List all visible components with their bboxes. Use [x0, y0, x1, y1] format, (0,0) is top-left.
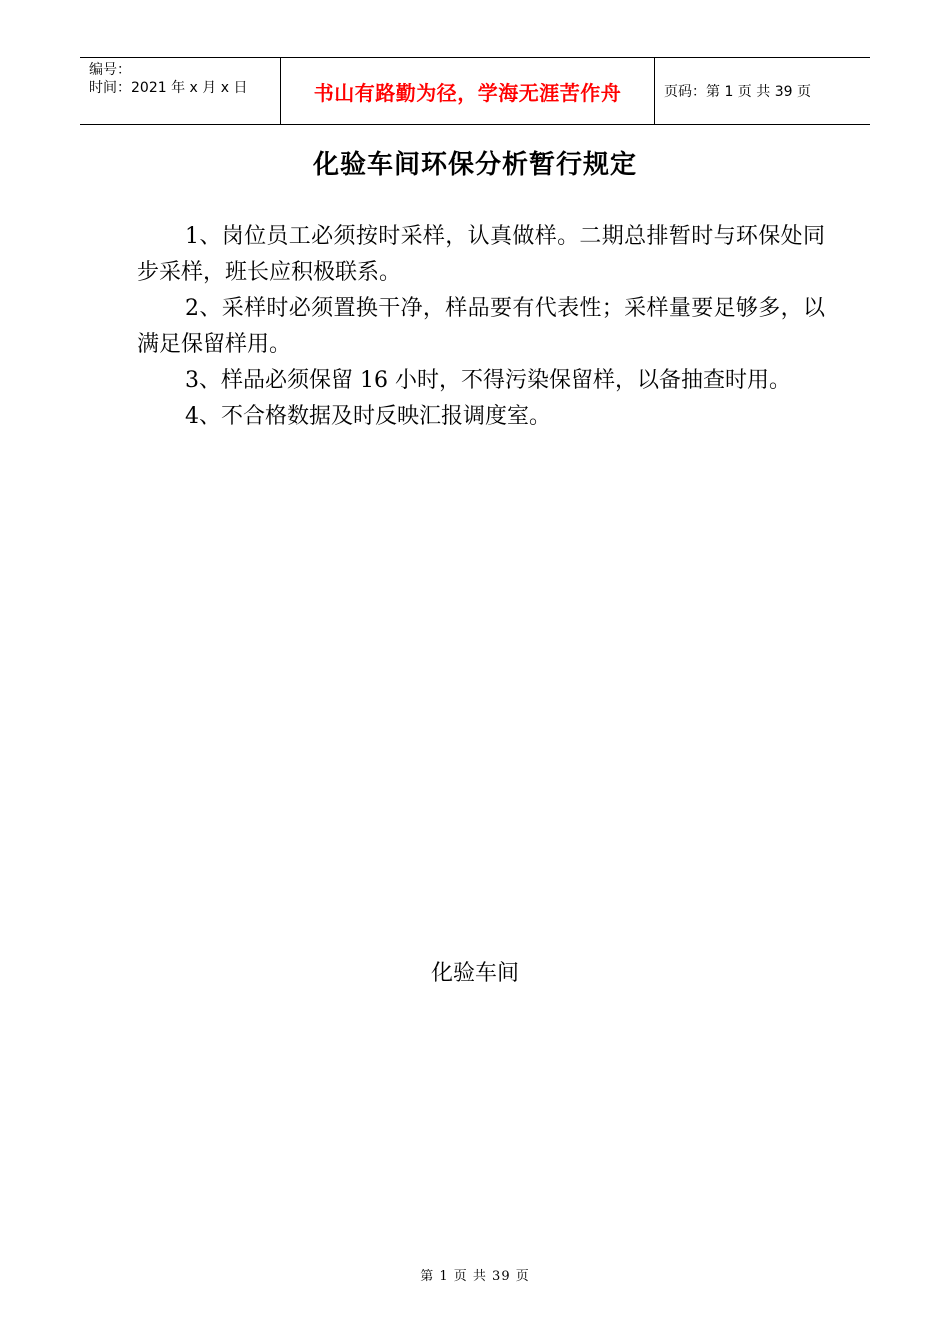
document-number-label: 编号：	[89, 62, 131, 78]
paragraph-item-1: 1、岗位员工必须按时采样，认真做样。二期总排暂时与环保处同步采样，班长应积极联系。	[137, 224, 825, 285]
header-motto-cell	[281, 58, 655, 124]
header-meta-cell	[80, 58, 281, 124]
page-footer: 第 1 页 共 39 页	[420, 1269, 530, 1284]
header-page-info: 页码：第 1 页 共 39 页	[664, 84, 811, 100]
document-body	[137, 219, 825, 435]
document-date-label: 时间：2021 年 x 月 x 日	[89, 80, 248, 96]
paragraph-item-4: 4、不合格数据及时反映汇报调度室。	[185, 404, 551, 429]
paragraph-item-2: 2、采样时必须置换干净，样品要有代表性；采样量要足够多，以满足保留样用。	[137, 296, 825, 357]
header-motto: 书山有路勤为径，学海无涯苦作舟	[313, 80, 622, 105]
header-page-cell	[655, 58, 870, 124]
document-signature: 化验车间	[430, 961, 519, 986]
header-table	[80, 57, 870, 125]
document-title: 化验车间环保分析暂行规定	[312, 150, 637, 180]
paragraph-item-3: 3、样品必须保留 16 小时，不得污染保留样，以备抽查时用。	[185, 368, 791, 393]
